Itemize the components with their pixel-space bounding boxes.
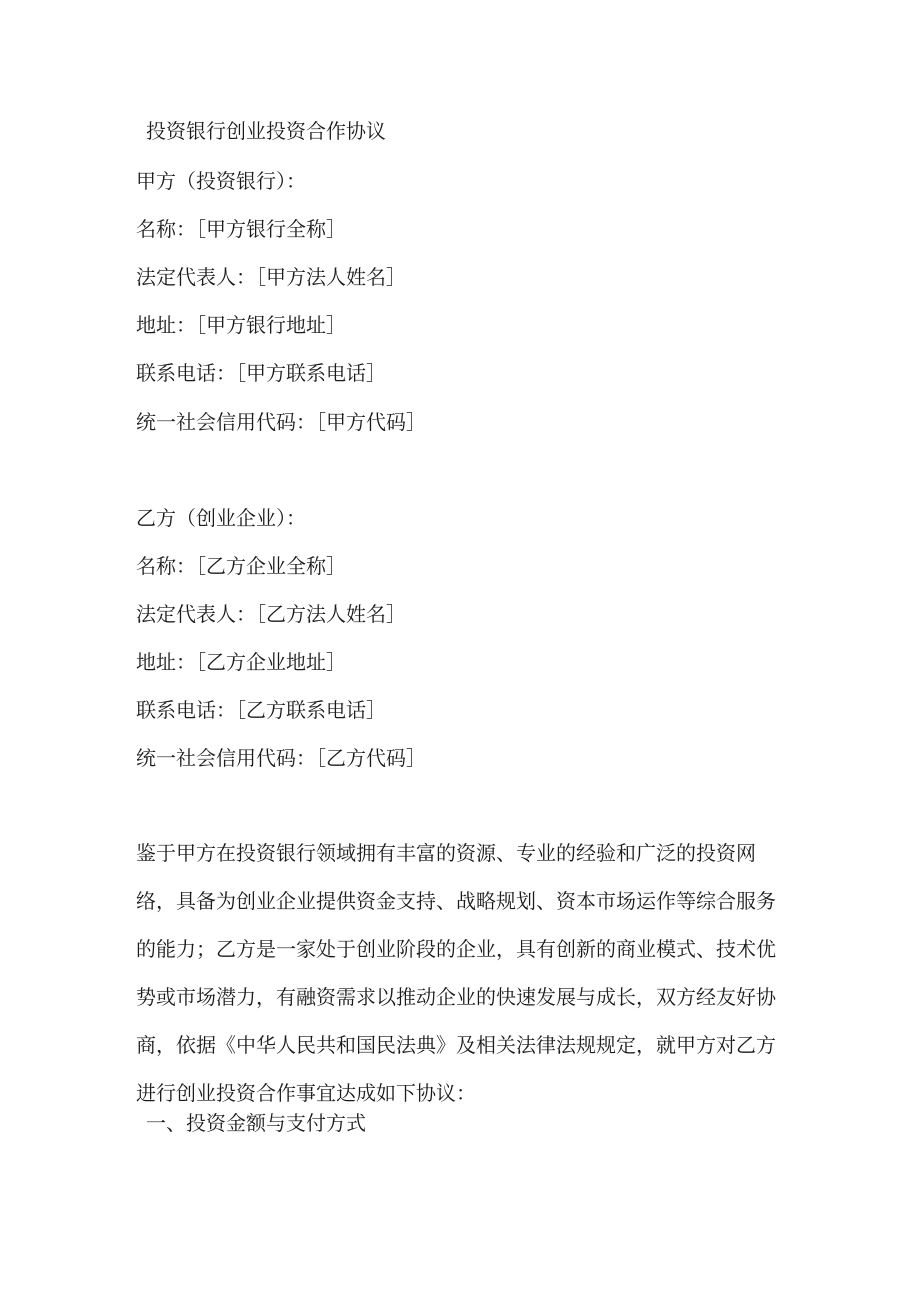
section-1-heading: 一、投资金额与支付方式 xyxy=(146,1111,366,1135)
party-a-address: 地址：［甲方银行地址］ xyxy=(136,313,346,337)
preamble-line: 络，具备为创业企业提供资金支持、战略规划、资本市场运作等综合服务 xyxy=(136,889,776,913)
party-b-address: 地址：［乙方企业地址］ xyxy=(136,650,346,674)
preamble-line: 商，依据《中华人民共和国民法典》及相关法律法规规定，就甲方对乙方 xyxy=(136,1033,776,1057)
party-a-credit-code: 统一社会信用代码：［甲方代码］ xyxy=(136,410,426,434)
preamble-line: 进行创业投资合作事宜达成如下协议： xyxy=(136,1081,476,1105)
party-b-phone: 联系电话：［乙方联系电话］ xyxy=(136,698,386,722)
party-b-credit-code: 统一社会信用代码：［乙方代码］ xyxy=(136,746,426,770)
party-a-heading: 甲方（投资银行）： xyxy=(136,169,306,193)
preamble-line: 的能力；乙方是一家处于创业阶段的企业，具有创新的商业模式、技术优 xyxy=(136,937,776,961)
preamble-line: 鉴于甲方在投资银行领域拥有丰富的资源、专业的经验和广泛的投资网 xyxy=(136,841,756,865)
party-b-representative: 法定代表人：［乙方法人姓名］ xyxy=(136,602,406,626)
party-b-heading: 乙方（创业企业）： xyxy=(136,506,306,530)
party-a-name: 名称：［甲方银行全称］ xyxy=(136,217,346,241)
document-title: 投资银行创业投资合作协议 xyxy=(146,119,386,143)
party-b-name: 名称：［乙方企业全称］ xyxy=(136,554,346,578)
party-a-phone: 联系电话：［甲方联系电话］ xyxy=(136,361,386,385)
preamble-line: 势或市场潜力，有融资需求以推动企业的快速发展与成长，双方经友好协 xyxy=(136,985,776,1009)
party-a-representative: 法定代表人：［甲方法人姓名］ xyxy=(136,265,406,289)
